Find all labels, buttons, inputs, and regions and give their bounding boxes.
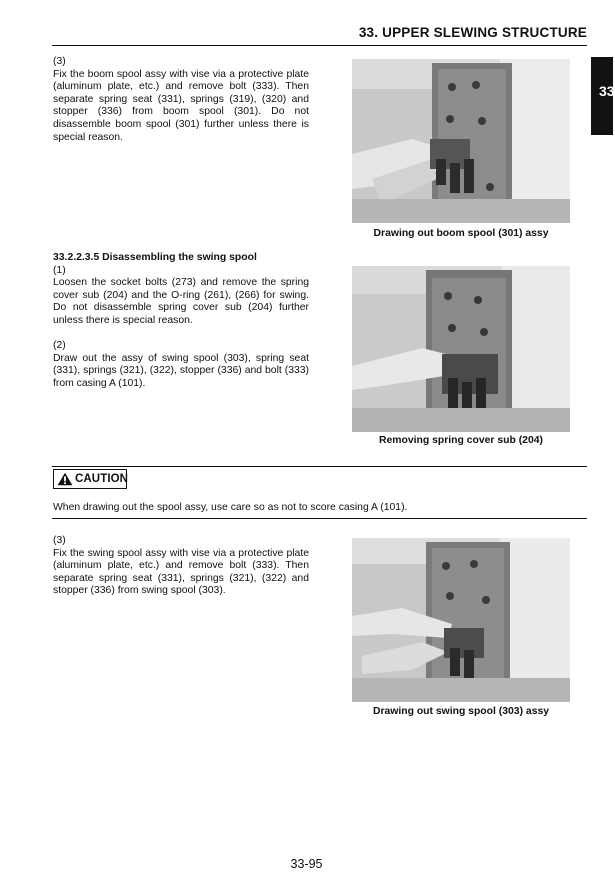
caution-badge (53, 469, 127, 489)
swing-step-3 (53, 535, 309, 598)
caution-top-rule (52, 466, 587, 467)
photo-boom-spool (352, 59, 570, 223)
step-text: Fix the swing spool assy with vise via a protective plate (aluminum plate, etc.) and remove bolt (333). Then separate spring seat (331), springs (321), (322) and stopper (336) from swing spool (303). (53, 547, 309, 597)
step-text: Fix the boom spool assy with vise via a protective plate (aluminum plate, etc.) and remove bolt (333). Then separate spring seat (331), springs (319), (320) and stopper (336) from boom spool (301). Do not disassemble boom spool (301) further unless there is special reason. (53, 68, 309, 143)
control-valve-photo (352, 538, 570, 702)
step-number: (3) (53, 56, 66, 67)
chapter-tab (591, 57, 613, 135)
figure-caption: Drawing out swing spool (303) assy (372, 706, 550, 717)
photo-spring-cover (352, 266, 570, 432)
caution-label: CAUTION (75, 473, 129, 485)
control-valve-photo (352, 266, 570, 432)
figure-caption: Removing spring cover sub (204) (379, 435, 543, 446)
step-number: (3) (53, 535, 66, 546)
step-number: (2) (53, 340, 66, 352)
step-text: Draw out the assy of swing spool (303), spring seat (331), springs (321), (322), stopper (336) and bolt (333) from casing A (101). (53, 352, 309, 389)
step-number: (1) (53, 264, 66, 276)
swing-section (53, 252, 309, 391)
figure-caption: Drawing out boom spool (301) assy (373, 228, 549, 239)
photo-swing-spool (352, 538, 570, 702)
boom-step-3 (53, 56, 309, 144)
warning-triangle-icon (57, 472, 73, 486)
header-divider (52, 45, 587, 46)
chapter-tab-label: 33 (599, 83, 615, 99)
page-number: 33-95 (290, 857, 323, 871)
caution-bottom-rule (52, 518, 587, 519)
caution-text: When drawing out the spool assy, use care so as not to score casing A (101). (53, 502, 408, 513)
control-valve-photo (352, 59, 570, 223)
section-heading: 33.2.2.3.5 Disassembling the swing spool (53, 252, 257, 263)
page-header-title: 33. UPPER SLEWING STRUCTURE (358, 25, 587, 40)
step-text: Loosen the socket bolts (273) and remove the spring cover sub (204) and the O-ring (261), (266) for swing. Do not disassemble spring cover sub (204) further unless there is special reason. (53, 277, 309, 326)
